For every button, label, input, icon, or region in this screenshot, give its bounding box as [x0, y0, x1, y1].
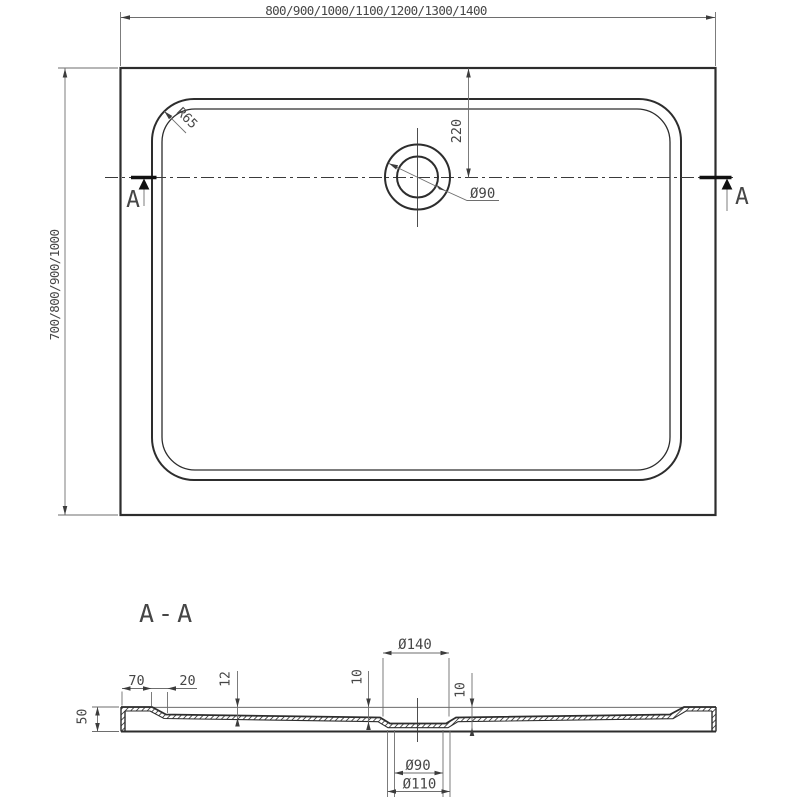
- depth-dimension-label: 700/800/900/1000: [47, 229, 62, 341]
- height-dimension: [76, 707, 120, 732]
- section-marker-left-label: A: [126, 187, 140, 213]
- drain-diameter-label: Ø90: [470, 186, 496, 202]
- drain-offset-label: 220: [449, 118, 465, 144]
- basin-depth-label: 12: [218, 671, 234, 687]
- basin-rim-inner: [162, 109, 670, 470]
- flange-width-label: 70: [128, 673, 145, 689]
- drain-hole-label: Ø90: [405, 758, 431, 774]
- recess-depth-right-label: 10: [453, 682, 469, 698]
- recess-depth-left-label: 10: [350, 669, 366, 685]
- recess-depth-right-dimension: [454, 673, 475, 736]
- recess-outer-label: Ø110: [402, 776, 437, 793]
- section-marker-right-label: A: [735, 184, 749, 210]
- height-label: 50: [75, 708, 91, 725]
- width-dimension-label: 800/900/1000/1100/1200/1300/1400: [265, 3, 487, 18]
- extension-lines-top: [58, 12, 716, 515]
- section-marker-right: [700, 178, 750, 212]
- recess-opening-dimension: [383, 637, 449, 717]
- tray-outer-edge: [121, 68, 716, 515]
- bevel-width-label: 20: [179, 673, 196, 689]
- recess-opening-label: Ø140: [398, 637, 432, 653]
- section-view: [76, 599, 717, 797]
- profile-outer-surface: [121, 707, 716, 724]
- top-view: [47, 3, 749, 515]
- corner-radius-label: R65: [172, 104, 201, 133]
- section-title: A-A: [139, 599, 197, 628]
- drain-offset-dimension: [449, 69, 471, 178]
